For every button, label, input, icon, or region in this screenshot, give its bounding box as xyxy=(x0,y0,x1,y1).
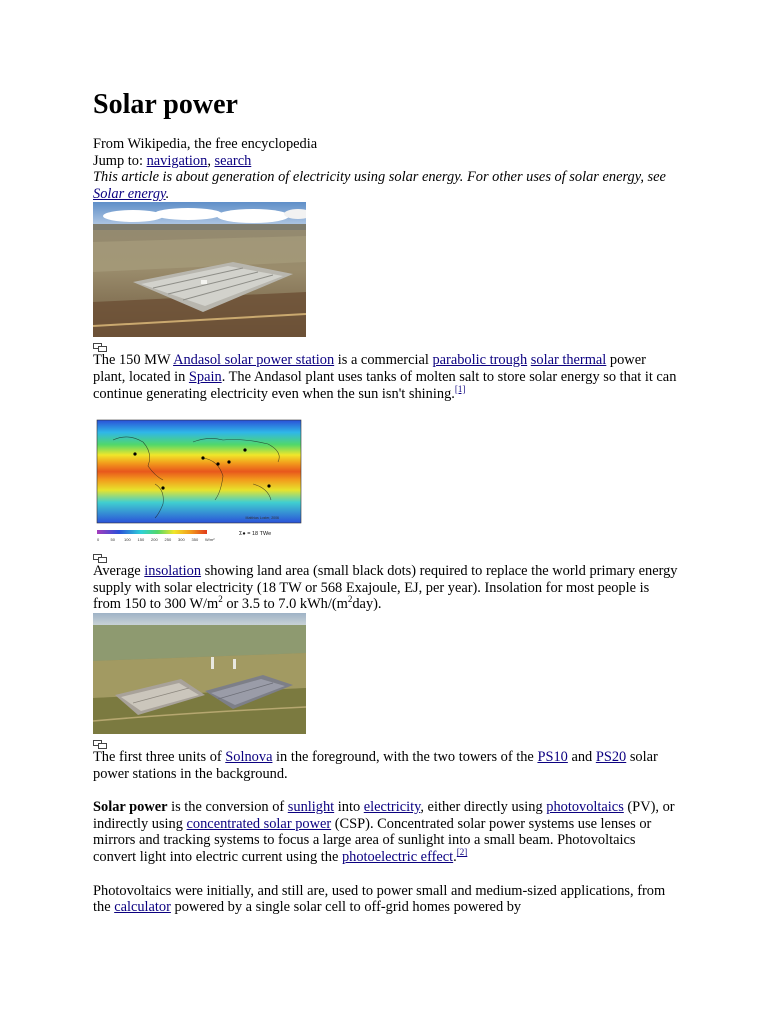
caption-text: The first three units of xyxy=(93,748,226,765)
ps20-link[interactable]: PS20 xyxy=(595,748,627,765)
caption-text: . The Andasol plant uses tanks of molten salt to store solar energy so that it can continue generating electricity even when the sun isn't shining. xyxy=(93,368,677,402)
jump-to-label: Jump to: xyxy=(93,152,147,169)
caption-text: in the foreground, with the two towers of the xyxy=(272,748,538,765)
andasol-link[interactable]: Andasol solar power station xyxy=(173,352,335,369)
jump-search-link[interactable]: search xyxy=(214,152,252,169)
map-credit: Matthias Loster, 2006 xyxy=(245,516,279,521)
caption-text: is a commercial xyxy=(334,352,433,369)
hatnote-end: . xyxy=(165,185,170,202)
body-text: (PV), or indirectly using xyxy=(93,799,675,832)
body-text: powered by a single solar cell to off-grid homes powered by xyxy=(170,899,522,916)
body-text: into xyxy=(334,799,364,816)
scale-tick-label: 250 xyxy=(164,537,172,543)
enlarge-icon[interactable] xyxy=(93,740,107,749)
superscript: 2 xyxy=(347,594,353,605)
jump-to-line xyxy=(93,153,678,170)
parabolic-trough-link[interactable]: parabolic trough xyxy=(432,352,528,369)
hatnote xyxy=(93,169,678,202)
electricity-link[interactable]: electricity xyxy=(363,799,421,816)
solnova-photo[interactable] xyxy=(93,613,306,734)
solar-energy-link[interactable]: Solar energy xyxy=(93,185,166,202)
body-text: . xyxy=(453,848,457,865)
solar-thermal-link[interactable]: solar thermal xyxy=(530,352,607,369)
solnova-caption xyxy=(93,749,678,782)
concentrated-solar-power-link[interactable]: concentrated solar power xyxy=(186,815,332,832)
solnova-link[interactable]: Solnova xyxy=(225,748,273,765)
photovoltaics-link[interactable]: photovoltaics xyxy=(546,799,624,816)
reference-2-link[interactable]: [2] xyxy=(456,847,468,858)
photoelectric-effect-link[interactable]: photoelectric effect xyxy=(341,848,454,865)
insolation-caption xyxy=(93,563,678,613)
hatnote-text: This article is about generation of electricity using solar energy. For other uses of solar energy, see xyxy=(93,169,666,186)
andasol-caption xyxy=(93,352,678,402)
body-text: , either directly using xyxy=(420,799,547,816)
caption-text: day). xyxy=(352,596,382,613)
scale-tick-label: 50 xyxy=(110,537,115,543)
page-title: Solar power xyxy=(93,89,238,120)
article-content xyxy=(93,86,678,916)
scale-tick-label: W/m² xyxy=(205,537,215,543)
superscript: 2 xyxy=(218,594,223,605)
jump-separator: , xyxy=(207,152,215,169)
ps10-link[interactable]: PS10 xyxy=(537,748,568,765)
enlarge-icon[interactable] xyxy=(93,554,107,563)
caption-text: and xyxy=(567,748,596,765)
reference-1-link[interactable]: [1] xyxy=(454,383,466,394)
body-text: is the conversion of xyxy=(167,799,288,816)
jump-navigation-link[interactable]: navigation xyxy=(146,152,208,169)
andasol-photo[interactable] xyxy=(93,202,306,337)
scale-tick-label: 100 xyxy=(124,537,131,543)
scale-tick-label: 350 xyxy=(191,537,199,543)
scale-tick-label: 0 xyxy=(97,537,100,543)
insolation-link[interactable]: insolation xyxy=(144,563,202,580)
spain-link[interactable]: Spain xyxy=(188,368,222,385)
intro-paragraph xyxy=(93,799,678,865)
body-text: Photovoltaics were initially, and still are, used to power small and medium-sized applications, from the xyxy=(93,882,666,916)
bold-term: Solar power xyxy=(93,799,168,816)
enlarge-icon[interactable] xyxy=(93,343,107,352)
caption-text: showing land area (small black dots) required to replace the world primary energy supply with solar electricity (18 TW or 568 Exajoule, EJ, per year). Insolation for most people is from 150 to 300 W/m xyxy=(93,563,678,613)
sunlight-link[interactable]: sunlight xyxy=(287,799,335,816)
scale-tick-label: 150 xyxy=(137,537,145,543)
scale-tick-label: 200 xyxy=(151,537,158,543)
scale-tick-label: 300 xyxy=(178,537,185,543)
caption-text: Average xyxy=(93,563,145,580)
insolation-map[interactable] xyxy=(93,418,305,548)
caption-text: The 150 MW xyxy=(93,352,174,369)
photovoltaics-paragraph xyxy=(93,883,678,916)
site-subtitle: From Wikipedia, the free encyclopedia xyxy=(93,136,318,152)
calculator-link[interactable]: calculator xyxy=(114,899,171,916)
caption-text: or 3.5 to 7.0 kWh/(m xyxy=(222,596,348,613)
body-text: (CSP). Concentrated solar power systems use lenses or mirrors and tracking systems to focus a large area of sunlight into a small beam. Photovoltaics convert light into electric current using the xyxy=(93,815,652,865)
map-legend: Σ● = 18 TWe xyxy=(239,531,272,538)
caption-text: solar power stations in the background. xyxy=(93,748,658,782)
caption-text: power plant, located in xyxy=(93,352,646,385)
